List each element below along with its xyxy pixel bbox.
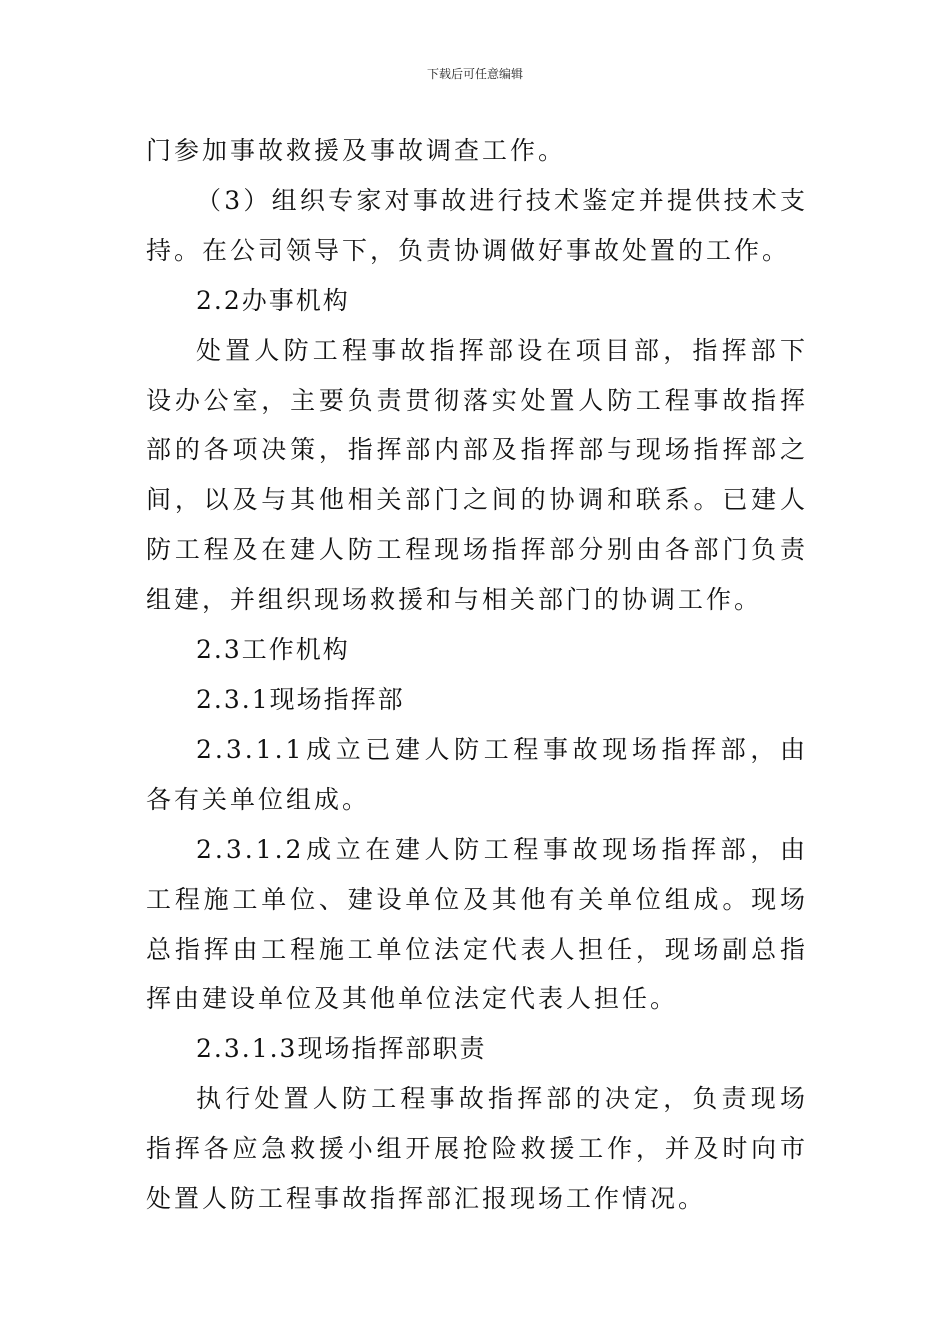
paragraph-duties: 执行处置人防工程事故指挥部的决定，负责现场指挥各应急救援小组开展抢险救援工作，并及时向市处置人防工程事故指挥部汇报现场工作情况。	[146, 1084, 808, 1214]
paragraph-item-3: （3）组织专家对事故进行技术鉴定并提供技术支持。在公司领导下，负责协调做好事故处置的工作。	[146, 185, 808, 265]
paragraph-continuation: 门参加事故救援及事故调查工作。	[146, 136, 567, 165]
section-heading-2-3-1: 2.3.1现场指挥部	[196, 684, 405, 714]
paragraph-2-3-1-1: 2.3.1.1成立已建人防工程事故现场指挥部，由各有关单位组成。	[146, 734, 808, 814]
section-heading-2-3: 2.3工作机构	[196, 635, 350, 665]
section-heading-2-3-1-3: 2.3.1.3现场指挥部职责	[196, 1034, 487, 1064]
paragraph-office-description: 处置人防工程事故指挥部设在项目部，指挥部下设办公室，主要负责贯彻落实处置人防工程事故指挥部的各项决策，指挥部内部及指挥部与现场指挥部之间，以及与其他相关部门之间的协调和联系。已建人防工程及在建人防工程现场指挥部分别由各部门负责组建，并组织现场救援和与相关部门的协调工作。	[146, 335, 808, 615]
document-body	[146, 126, 808, 1224]
page-header: 下载后可任意编辑	[426, 67, 523, 81]
section-heading-2-2: 2.2办事机构	[196, 285, 350, 315]
paragraph-2-3-1-2: 2.3.1.2成立在建人防工程事故现场指挥部，由工程施工单位、建设单位及其他有关单位组成。现场总指挥由工程施工单位法定代表人担任，现场副总指挥由建设单位及其他单位法定代表人担任。	[146, 834, 808, 1014]
